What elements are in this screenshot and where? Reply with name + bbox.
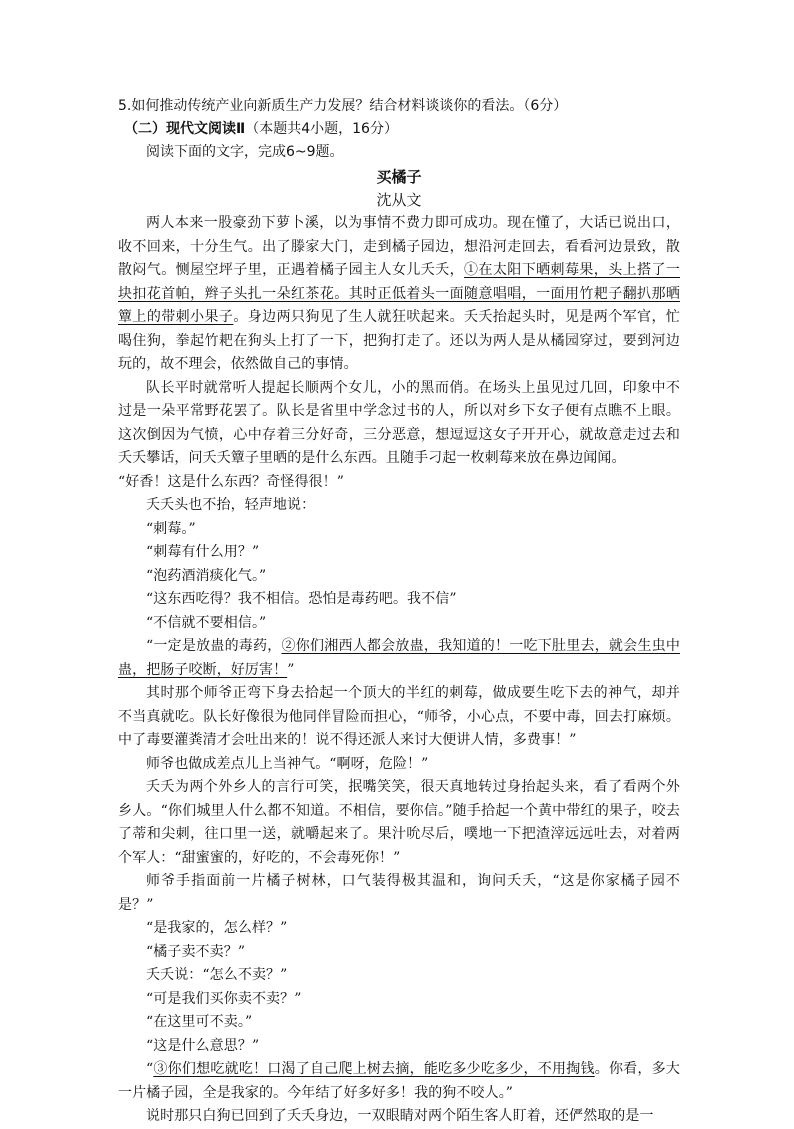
paragraph-11: 其时那个师爷正弯下身去拾起一个顶大的半红的刺莓，做成要生吃下去的神气，却并不当真就吃。队长好像很为他同伴冒险而担心，“师爷，小心点，不要中毒，回去打麻烦。中了毒要灌粪清才会吐出来的！说不得还派人来讨大便讲人情，多费事！” bbox=[118, 685, 680, 748]
article-author: 沈从文 bbox=[376, 191, 422, 209]
underlined-sentence-3: ③你们想吃就吃！口渴了自己爬上树去摘，能吃多少吃多少，不用掏钱 bbox=[153, 1061, 595, 1077]
paragraph-7: “泡药酒消痰化气。” bbox=[146, 567, 267, 584]
paragraph-20: “这是什么意思？” bbox=[146, 1037, 260, 1054]
paragraph-21 bbox=[118, 1058, 680, 1105]
paragraph-10-text-b: ” bbox=[287, 661, 295, 678]
paragraph-10-text-a: “一定是放蛊的毒药， bbox=[146, 638, 282, 654]
underlined-sentence-1: ①在太阳下晒刺莓果，头上搭了一块扣花首帕，辫子头扎一朵红茶花。其时正低着头一面随意唱唱，一面用竹耙子翻扒那晒簟上的带刺小果子 bbox=[118, 262, 681, 325]
paragraph-18: “可是我们买你卖不卖？” bbox=[146, 990, 302, 1007]
paragraph-14: 师爷手指面前一片橘子树林，口气装得极其温和，询问夭夭，“这是你家橘子园不是？” bbox=[118, 873, 680, 913]
paragraph-21-text-a: “ bbox=[146, 1061, 154, 1077]
paragraph-1 bbox=[118, 212, 680, 377]
section-title: （二）现代文阅读Ⅱ bbox=[124, 121, 246, 137]
paragraph-1-text-a: 两人本来一股豪劲下萝卜溪，以为事情不费力即可成功。现在懂了，大话已说出口，收不回来，十分生气。出了滕家大门，走到橘子园边，想沿河走回去，看看河边景致，散散闷气。恻屋空坪子里，正遇着橘子园主人女儿夭夭， bbox=[118, 215, 680, 278]
paragraph-8: “这东西吃得？我不相信。恐怕是毒药吧。我不信” bbox=[146, 591, 457, 607]
paragraph-16: “橘子卖不卖？” bbox=[146, 943, 246, 960]
paragraph-12: 师爷也做成差点儿上当神气。“啊呀，危险！” bbox=[146, 755, 429, 772]
paragraph-10 bbox=[118, 635, 680, 682]
paragraph-6: “刺莓有什么用？” bbox=[146, 544, 260, 560]
paragraph-15: “是我家的，怎么样？” bbox=[146, 920, 288, 936]
article-title: 买橘子 bbox=[376, 168, 422, 186]
paragraph-19: “在这里可不卖。” bbox=[146, 1014, 253, 1030]
exam-page bbox=[118, 95, 680, 1129]
paragraph-4: 夭夭头也不抬，轻声地说： bbox=[146, 497, 316, 513]
paragraph-17: 夭夭说：“怎么不卖？” bbox=[146, 967, 288, 983]
paragraph-9: “不信就不要相信。” bbox=[146, 614, 267, 631]
reading-instruction: 阅读下面的文字，完成6~9题。 bbox=[146, 144, 344, 160]
paragraph-1-text-b: 。身边两只狗见了生人就狂吠起来。夭夭抬起头时，见是两个军官，忙喝住狗，拳起竹耙在狗头上打了一下，把狗打走了。还以为两人是从橘园穿过，要到河边玩的，故不理会，依然做自己的事情。 bbox=[118, 309, 680, 372]
paragraph-2: 队长平时就常听人提起长顺两个女儿，小的黑而俏。在场头上虽见过几回，印象中不过是一朵平常野花罢了。队长是省里中学念过书的人，所以对乡下女子便有点瞧不上眼。这次倒因为气愤，心中存着三分好奇，三分恶意，想逗逗这女子开开心，就故意走过去和夭夭攀话，问夭夭簟子里晒的是什么东西。且随手刁起一枚刺莓来放在鼻边闻闻。 bbox=[118, 379, 680, 466]
section-heading bbox=[118, 118, 680, 141]
paragraph-21-text-b: 。你看，多大一片橘子园，全是我家的。今年结了好多好多！我的狗不咬人。” bbox=[118, 1061, 680, 1101]
underlined-sentence-2: ②你们湘西人都会放蛊，我知道的！一吃下肚里去，就会生虫中蛊，把肠子咬断，好厉害！ bbox=[118, 638, 680, 678]
paragraph-22: 说时那只白狗已回到了夭夭身边，一双眼睛对两个陌生客人盯着，还俨然取的是一 bbox=[146, 1108, 654, 1124]
question-5: 5.如何推动传统产业向新质生产力发展？结合材料谈谈你的看法。（6分） bbox=[118, 98, 568, 114]
paragraph-13: 夭夭为两个外乡人的言行可笑，抿嘴笑笑，很天真地转过身抬起头来，看了看两个外乡人。“你们城里人什么都不知道。不相信，要你信。”随手拾起一个黄中带红的果子，咬去了蒂和尖刺，往口里一送，就嚼起来了。果汁吮尽后，噗地一下把渣滓远远吐去，对着两个军人：“甜蜜蜜的，好吃的，不会毒死你！” bbox=[118, 779, 680, 866]
paragraph-5: “刺莓。” bbox=[146, 520, 196, 537]
paragraph-3: “好香！这是什么东西？奇怪得很！” bbox=[118, 473, 345, 490]
section-note: （本题共4小题，16分） bbox=[245, 121, 398, 137]
